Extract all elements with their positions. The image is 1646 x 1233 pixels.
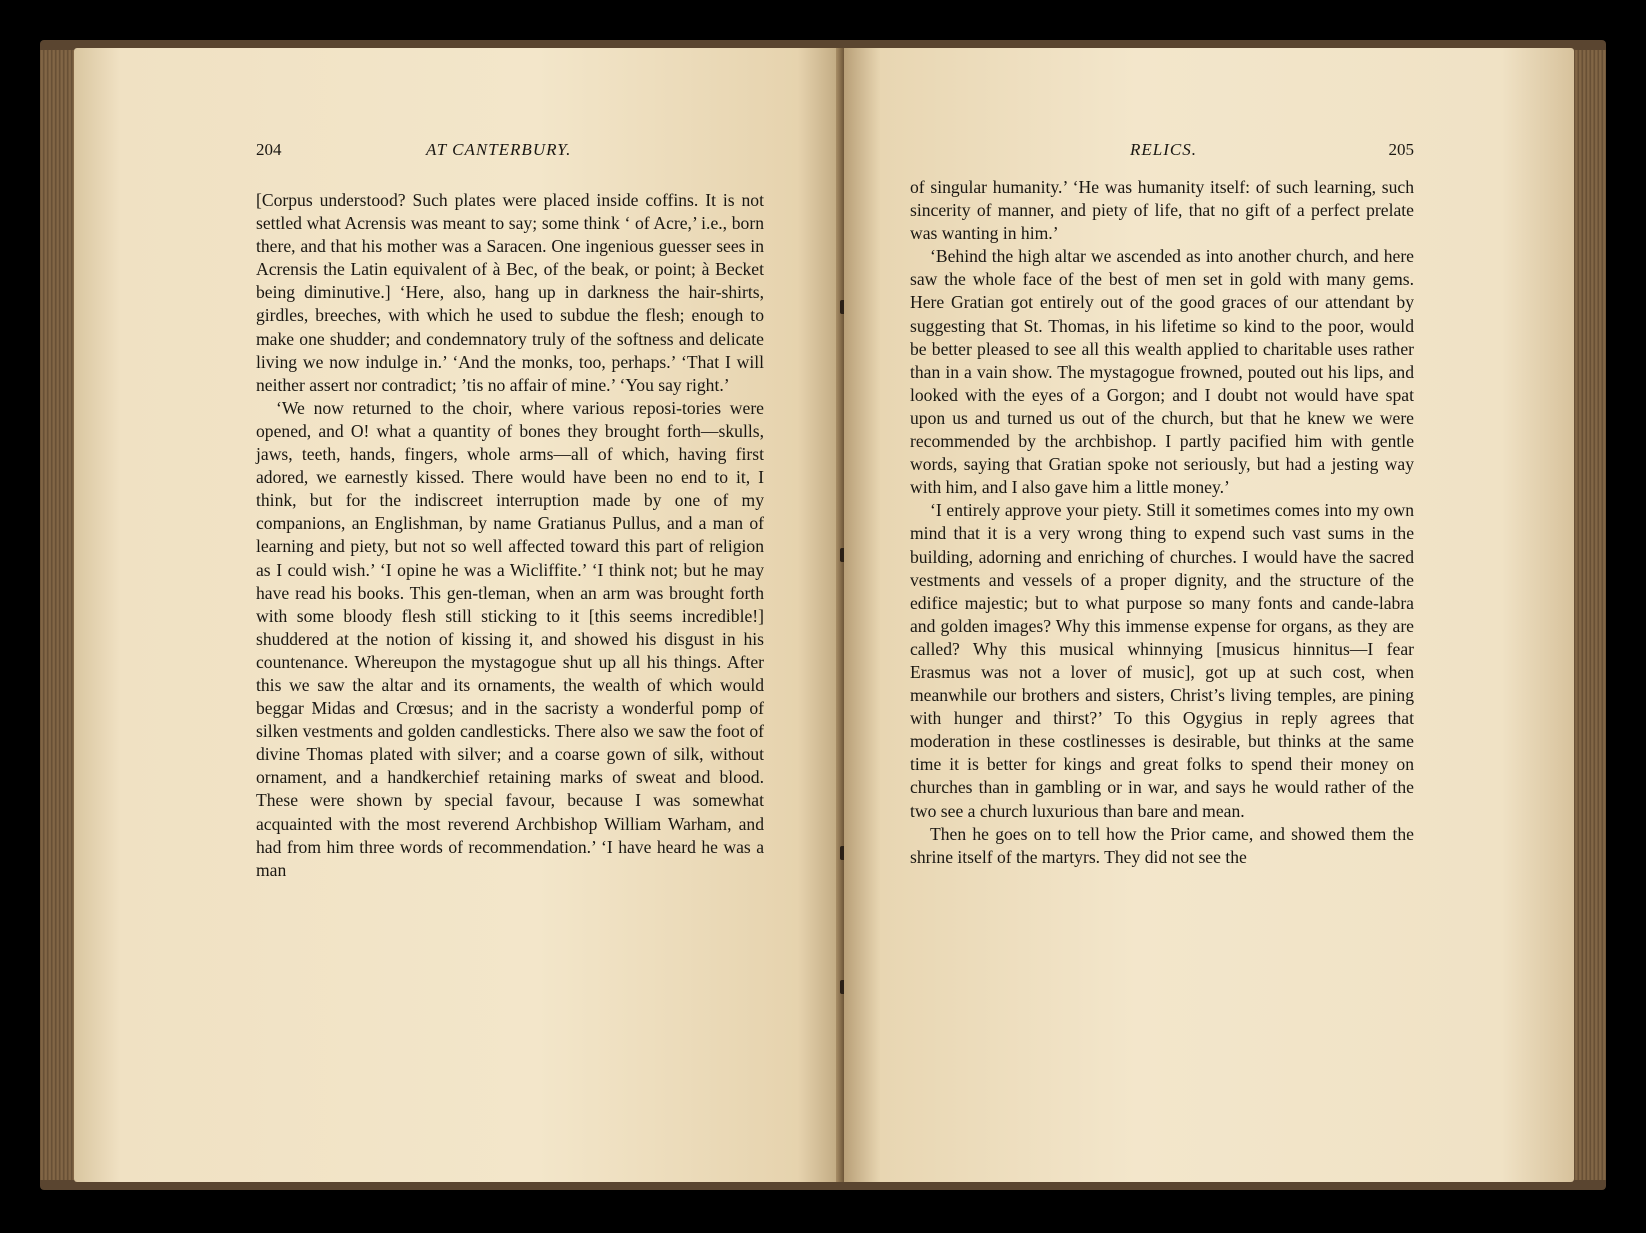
running-title: AT CANTERBURY.: [426, 140, 572, 159]
paragraph: [Corpus understood? Such plates were placed inside coffins. It is not settled what Acrensis was meant to say; some think ‘ of Acre,’ i.e., born there, and that his mother was a Saracen. One ingenious guesser sees in Acrensis the Latin equivalent of à Bec, of the beak, or point; à Becket being diminutive.] ‘Here, also, hang up in darkness the hair-shirts, girdles, breeches, with which he used to subdue the flesh; enough to make one shudder; and condemnatory truly of the softness and delicate living we now indulge in.’ ‘And the monks, too, perhaps.’ ‘That I will neither assert nor contradict; ’tis no affair of mine.’ ‘You say right.’: [256, 190, 764, 395]
paragraph: Then he goes on to tell how the Prior came, and showed them the shrine itself of the martyrs. They did not see the: [910, 823, 1414, 867]
left-page-body: [256, 189, 764, 882]
running-title: RELICS.: [1130, 140, 1197, 159]
book-edge-right: [1574, 50, 1606, 1180]
paragraph: ‘I entirely approve your piety. Still it sometimes comes into my own mind that it is a very wrong thing to expend such vast sums in the building, adorning and enriching of churches. I would have the sacred vestments and vessels of a proper dignity, and the structure of the edifice majestic; but to what purpose so many fonts and cande-labra and golden images? Why this immense expense for organs, as they are called? Why this musical whinnying [musicus hinnitus—I fear Erasmus was not a lover of music], got up at such cost, when meanwhile our brothers and sisters, Christ’s living temples, are pining with hunger and thirst?’ To this Ogygius in reply agrees that moderation in these costlinesses is desirable, but thinks at the same time it is better for kings and great folks to spend their money on churches than in gambling or in war, and says he would rather of the two see a church luxurious than bare and mean.: [910, 500, 1414, 821]
page-number: 204: [256, 140, 282, 159]
paragraph: ‘We now returned to the choir, where various reposi-tories were opened, and O! what a quantity of bones they brought forth—skulls, jaws, teeth, hands, fingers, whole arms—all of which, having first adored, we earnestly kissed. There would have been no end to it, I think, but for the indiscreet interruption made by one of my companions, an Englishman, by name Gratianus Pullus, and a man of learning and piety, but not so well affected toward this part of religion as I could wish.’ ‘I opine he was a Wicliffite.’ ‘I think not; but he may have read his books. This gen-tleman, when an arm was brought forth with some bloody flesh still sticking to it [this seems incredible!] shuddered at the notion of kissing it, and showed his disgust in his countenance. Whereupon the mystagogue shut up all his things. After this we saw the altar and its ornaments, the wealth of which would beggar Midas and Crœsus; and in the sacristy a wonderful pomp of silken vestments and golden candlesticks. There also we saw the foot of divine Thomas plated with silver; and a coarse gown of silk, without ornament, and a handkerchief retaining marks of sweat and blood. These were shown by special favour, because I was somewhat acquainted with the most reverend Archbishop William Warham, and had from him three words of recommendation.’ ‘I have heard he was a man: [256, 397, 764, 880]
book-edge-left: [40, 50, 74, 1180]
open-book: [40, 40, 1606, 1190]
right-page-body: [910, 176, 1414, 869]
paragraph: ‘Behind the high altar we ascended as into another church, and here saw the whole face of the best of men set in gold with many gems. Here Gratian got entirely out of the good graces of our attendant by suggesting that St. Thomas, in his lifetime so kind to the poor, would be better pleased to see all this wealth applied to charitable uses rather than in a vain show. The mystagogue frowned, pouted out his lips, and looked with the eyes of a Gorgon; and I doubt not would have spat upon us and turned us out of the church, but that he knew we were recommended by the archbishop. I partly pacified him with gentle words, saying that Gratian spoke not seriously, but had a jesting way with him, and I also gave him a little money.’: [910, 246, 1414, 498]
left-page: [74, 48, 844, 1182]
right-page: [844, 48, 1574, 1182]
page-number: 205: [1388, 140, 1414, 159]
paragraph: of singular humanity.’ ‘He was humanity itself: of such learning, such sincerity of manner, and piety of life, that no gift of a perfect prelate was wanting in him.’: [910, 177, 1414, 244]
